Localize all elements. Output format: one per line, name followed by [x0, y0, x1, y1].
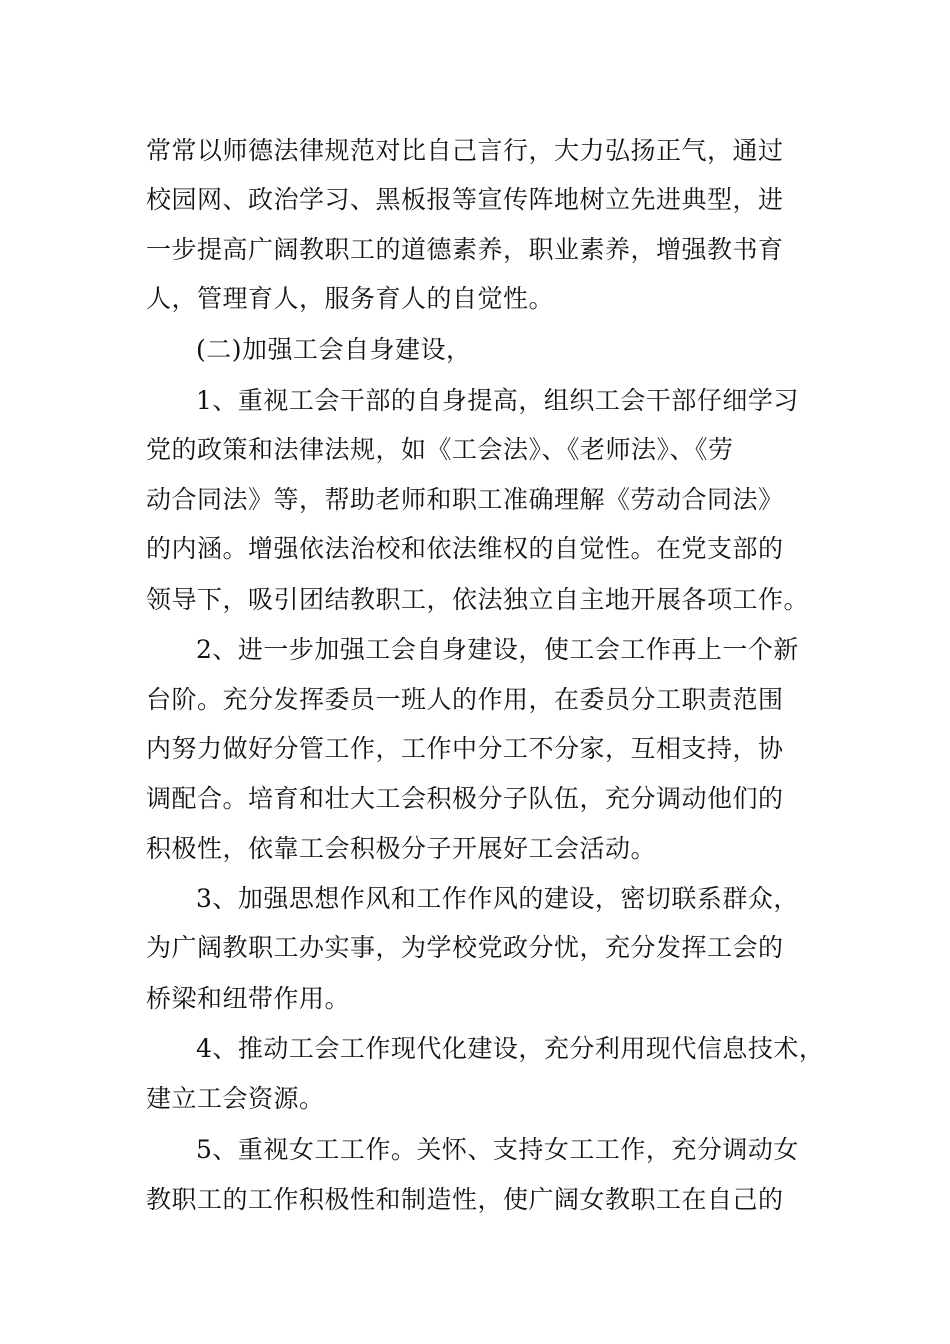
text-line: 党的政策和法律法规，如《工会法》、《老师法》、《劳	[146, 435, 734, 464]
section-heading: (二)加强工会自身建设，	[196, 335, 472, 364]
text-line: 的内涵。增强依法治校和依法维权的自觉性。在党支部的	[146, 534, 784, 563]
text-line: 人，管理育人，服务育人的自觉性。	[146, 284, 555, 313]
text-line: 5、重视女工工作。关怀、支持女工工作，充分调动女	[196, 1135, 799, 1164]
text-line: 一步提高广阔教职工的道德素养，职业素养，增强教书育	[146, 235, 784, 264]
text-line: 调配合。培育和壮大工会积极分子队伍，充分调动他们的	[146, 784, 784, 813]
text-line: 1、重视工会干部的自身提高，组织工会干部仔细学习	[196, 386, 799, 415]
text-line: 桥梁和纽带作用。	[146, 984, 351, 1013]
text-line: 内努力做好分管工作，工作中分工不分家，互相支持，协	[146, 734, 784, 763]
text-line: 台阶。充分发挥委员一班人的作用，在委员分工职责范围	[146, 685, 784, 714]
text-line: 建立工会资源。	[146, 1084, 325, 1113]
text-line: 4、推动工会工作现代化建设，充分利用现代信息技术，	[196, 1034, 825, 1063]
text-line: 动合同法》等，帮助老师和职工准确理解《劳动合同法》	[146, 485, 784, 514]
text-line: 2、进一步加强工会自身建设，使工会工作再上一个新	[196, 635, 799, 664]
text-line: 领导下，吸引团结教职工，依法独立自主地开展各项工作。	[146, 585, 810, 614]
text-line: 为广阔教职工办实事，为学校党政分忧，充分发挥工会的	[146, 933, 784, 962]
text-line: 3、加强思想作风和工作作风的建设，密切联系群众，	[196, 884, 799, 913]
text-line: 积极性，依靠工会积极分子开展好工会活动。	[146, 834, 657, 863]
text-line: 校园网、政治学习、黑板报等宣传阵地树立先进典型，进	[146, 185, 784, 214]
text-line: 常常以师德法律规范对比自己言行，大力弘扬正气，通过	[146, 136, 784, 165]
text-line: 教职工的工作积极性和制造性，使广阔女教职工在自己的	[146, 1185, 784, 1214]
